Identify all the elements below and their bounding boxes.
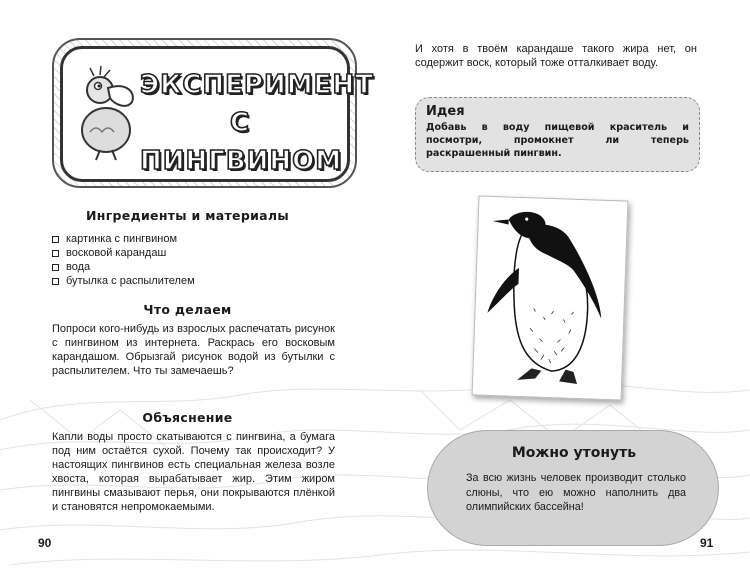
explanation-text: Капли воды просто скатываются с пингвина, а бумага под ним остаётся сухой. Почему так происходит? У настоящих пингвинов есть специальная железа возле хвоста, которая вырабатывает жир. Этим жиром пингвины смазывают перья, они покрываются плёнкой и становятся непромокаемыми. [52,431,335,513]
right-page [375,0,750,582]
page-title [140,66,374,180]
idea-title: Идея [426,104,465,119]
checkbox-icon [52,250,59,257]
list-item-label: картинка с пингвином [66,233,178,245]
page-number: 90 [38,536,52,550]
list-item [52,260,195,274]
list-item [52,274,195,288]
fact-text: За всю жизнь человек производит столько слюны, что ею можно наполнить два олимпийских бассейна! [466,472,686,513]
ingredients-heading: Ингредиенты и материалы [86,208,289,223]
title-line-1: ЭКСПЕРИМЕНТ [140,70,374,100]
list-item-label: вода [66,261,91,273]
title-banner [52,38,374,188]
penguin-icon [473,196,630,401]
intro-text: И хотя в твоём карандаше такого жира нет, он содержит воск, который тоже отталкивает воду. [415,43,697,69]
ingredients-list [52,232,195,288]
idea-box [415,97,700,172]
checkbox-icon [52,264,59,271]
steps-text: Попроси кого-нибудь из взрослых распечатать рисунок с пингвином из интернета. Раскрась его восковым карандашом. Обрызгай рисунок водой из бутылки с распылителем. Что ты замечаешь? [52,323,335,377]
list-item [52,232,195,246]
page-number: 91 [700,536,714,550]
idea-text: Добавь в воду пищевой краситель и посмотри, промокнет ли теперь раскрашенный пингвин. [426,122,689,159]
title-line-2: С ПИНГВИНОМ [140,108,343,176]
checkbox-icon [52,236,59,243]
explanation-heading: Объяснение [142,410,233,425]
penguin-photo [472,195,629,400]
list-item-label: восковой карандаш [66,247,167,259]
checkbox-icon [52,278,59,285]
fact-box [427,430,719,546]
list-item-label: бутылка с распылителем [66,275,195,287]
steps-heading: Что делаем [143,302,232,317]
list-item [52,246,195,260]
fact-title: Можно утонуть [511,445,637,461]
dodo-bird-icon [70,62,142,162]
